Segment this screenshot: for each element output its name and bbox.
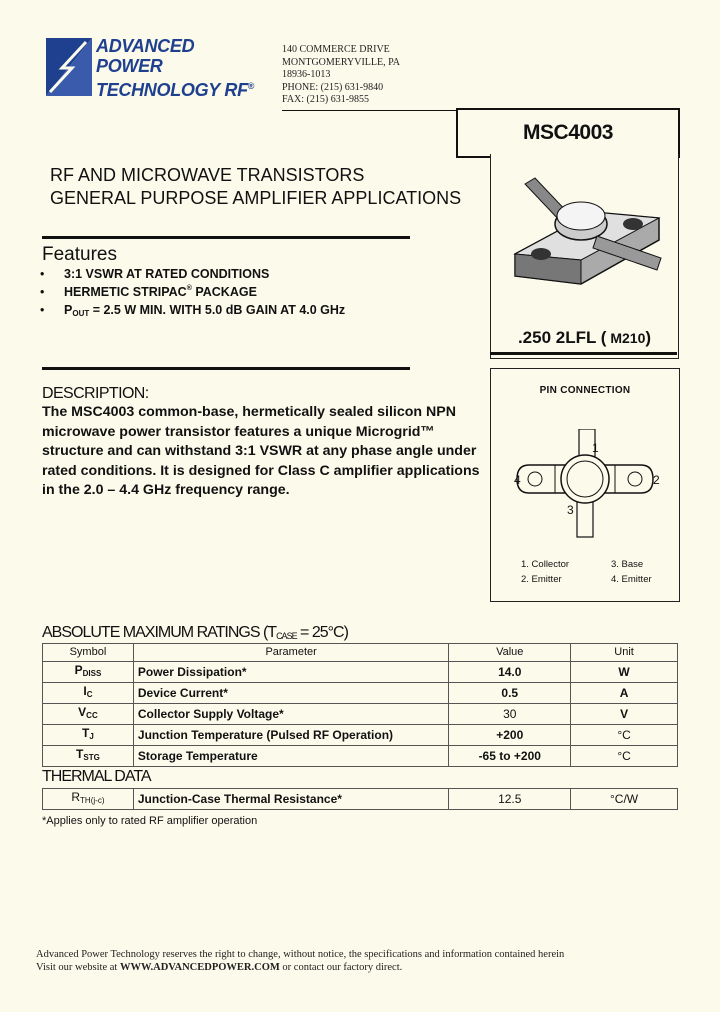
header-cell: Parameter: [133, 644, 448, 662]
company-logo: [42, 36, 277, 100]
feature-item: • 3:1 VSWR AT RATED CONDITIONS: [40, 267, 345, 281]
thermal-heading: THERMAL DATA: [42, 768, 151, 785]
header-rule: [282, 110, 458, 111]
value-cell: +200: [449, 724, 571, 745]
parameter-cell: Device Current*: [133, 682, 448, 703]
package-box: [490, 154, 679, 359]
package-rule: [490, 352, 677, 355]
website-link[interactable]: WWW.ADVANCEDPOWER.COM: [119, 962, 280, 973]
pin-legend-item: 4. Emitter: [611, 574, 652, 585]
header-cell: Unit: [571, 644, 678, 662]
header-cell: Value: [449, 644, 571, 662]
unit-cell: °C/W: [571, 789, 678, 810]
unit-cell: W: [571, 661, 678, 682]
package-image: [501, 168, 669, 308]
unit-cell: V: [571, 703, 678, 724]
part-number-box: [456, 108, 680, 158]
unit-cell: A: [571, 682, 678, 703]
doc-title: [50, 164, 461, 210]
value-cell: 14.0: [449, 661, 571, 682]
title-line1: RF AND MICROWAVE TRANSISTORS: [50, 165, 365, 185]
symbol-cell: $T_J$: [43, 724, 134, 745]
parameter-cell: Junction-Case Thermal Resistance*: [133, 789, 448, 810]
table-header-row: [43, 644, 678, 662]
footnote: *Applies only to rated RF amplifier operation: [42, 815, 258, 827]
symbol-cell: $P_{DISS}$: [43, 661, 134, 682]
address-line: MONTGOMERYVILLE, PA: [282, 56, 400, 68]
feature-item: • $P_{OUT} = 2.5$ W MIN. WITH 5.0 dB GAIN AT 4.0 GHz: [40, 303, 345, 318]
company-address: [282, 44, 400, 107]
pin-label-2: 2: [653, 473, 660, 487]
pin-legend-left: [521, 557, 569, 587]
header-cell: Symbol: [43, 644, 134, 662]
pin-diagram: [501, 429, 669, 553]
pin-label-4: 4: [514, 473, 521, 487]
pin-label-1: 1: [592, 441, 599, 455]
feature-item: • HERMETIC STRIPAC® PACKAGE: [40, 285, 345, 299]
description-text: The MSC4003 common-base, hermetically sealed silicon NPN microwave power transistor features a unique Microgrid™ structure and can withstand 3:1 VSWR at any phase angle under rated conditions. It is designed for Class C amplifier applications in the 2.0 – 4.4 GHz frequency range.: [42, 404, 480, 498]
footer-line1: Advanced Power Technology reserves the right to change, without notice, the specifications and information contained herein: [36, 949, 565, 960]
parameter-cell: Storage Temperature: [133, 745, 448, 766]
pin-legend-item: 2. Emitter: [521, 574, 562, 585]
abs-max-table: [42, 643, 678, 767]
footer-line2: Visit our website at WWW.ADVANCEDPOWER.COM or contact our factory direct.: [36, 962, 403, 973]
value-cell: 0.5: [449, 682, 571, 703]
table-row: [43, 724, 678, 745]
address-line: PHONE: (215) 631-9840: [282, 81, 384, 93]
pin-legend-item: 3. Base: [611, 559, 644, 570]
logo-line2: POWER: [96, 56, 163, 76]
unit-cell: °C: [571, 724, 678, 745]
package-label: .250 2LFL ( M210): [517, 328, 652, 347]
parameter-cell: Power Dissipation*: [133, 661, 448, 682]
pin-legend-right: [611, 557, 652, 587]
table-row: [43, 789, 678, 810]
pin-label-3: 3: [567, 503, 574, 517]
features-list: [40, 267, 345, 322]
title-line2: GENERAL PURPOSE AMPLIFIER APPLICATIONS: [50, 188, 462, 208]
table-row: [43, 703, 678, 724]
description-heading: DESCRIPTION:: [42, 385, 149, 402]
thermal-table: [42, 788, 678, 810]
symbol-cell: $R_{TH(j-c)}$: [43, 789, 134, 810]
symbol-cell: $V_{CC}$: [43, 703, 134, 724]
footer: [36, 948, 564, 974]
address-line: 18936-1013: [282, 69, 331, 80]
logo-line3: TECHNOLOGY RF®: [96, 80, 255, 100]
table-row: [43, 682, 678, 703]
parameter-cell: Junction Temperature (Pulsed RF Operation): [133, 724, 448, 745]
table-row: [43, 745, 678, 766]
symbol-cell: $I_C$: [43, 682, 134, 703]
value-cell: -65 to +200: [449, 745, 571, 766]
pin-legend-item: 1. Collector: [521, 559, 570, 570]
address-line: 140 COMMERCE DRIVE: [282, 44, 390, 55]
logo-lightning-icon: [42, 36, 94, 98]
parameter-cell: Collector Supply Voltage*: [133, 703, 448, 724]
logo-line1: ADVANCED: [96, 36, 195, 56]
unit-cell: °C: [571, 745, 678, 766]
features-heading: Features: [42, 244, 117, 265]
table-row: [43, 661, 678, 682]
part-number: MSC4003: [523, 121, 613, 144]
features-rule: [42, 236, 410, 239]
value-cell: 30: [449, 703, 571, 724]
abs-max-heading: ABSOLUTE MAXIMUM RATINGS (TCASE = 25°C): [42, 624, 348, 641]
value-cell: 12.5: [449, 789, 571, 810]
pin-connection-title: PIN CONNECTION: [539, 385, 631, 396]
address-line: FAX: (215) 631-9855: [282, 94, 370, 105]
symbol-cell: $T_{STG}$: [43, 745, 134, 766]
pin-connection-box: [490, 368, 680, 602]
description-rule: [42, 367, 410, 370]
